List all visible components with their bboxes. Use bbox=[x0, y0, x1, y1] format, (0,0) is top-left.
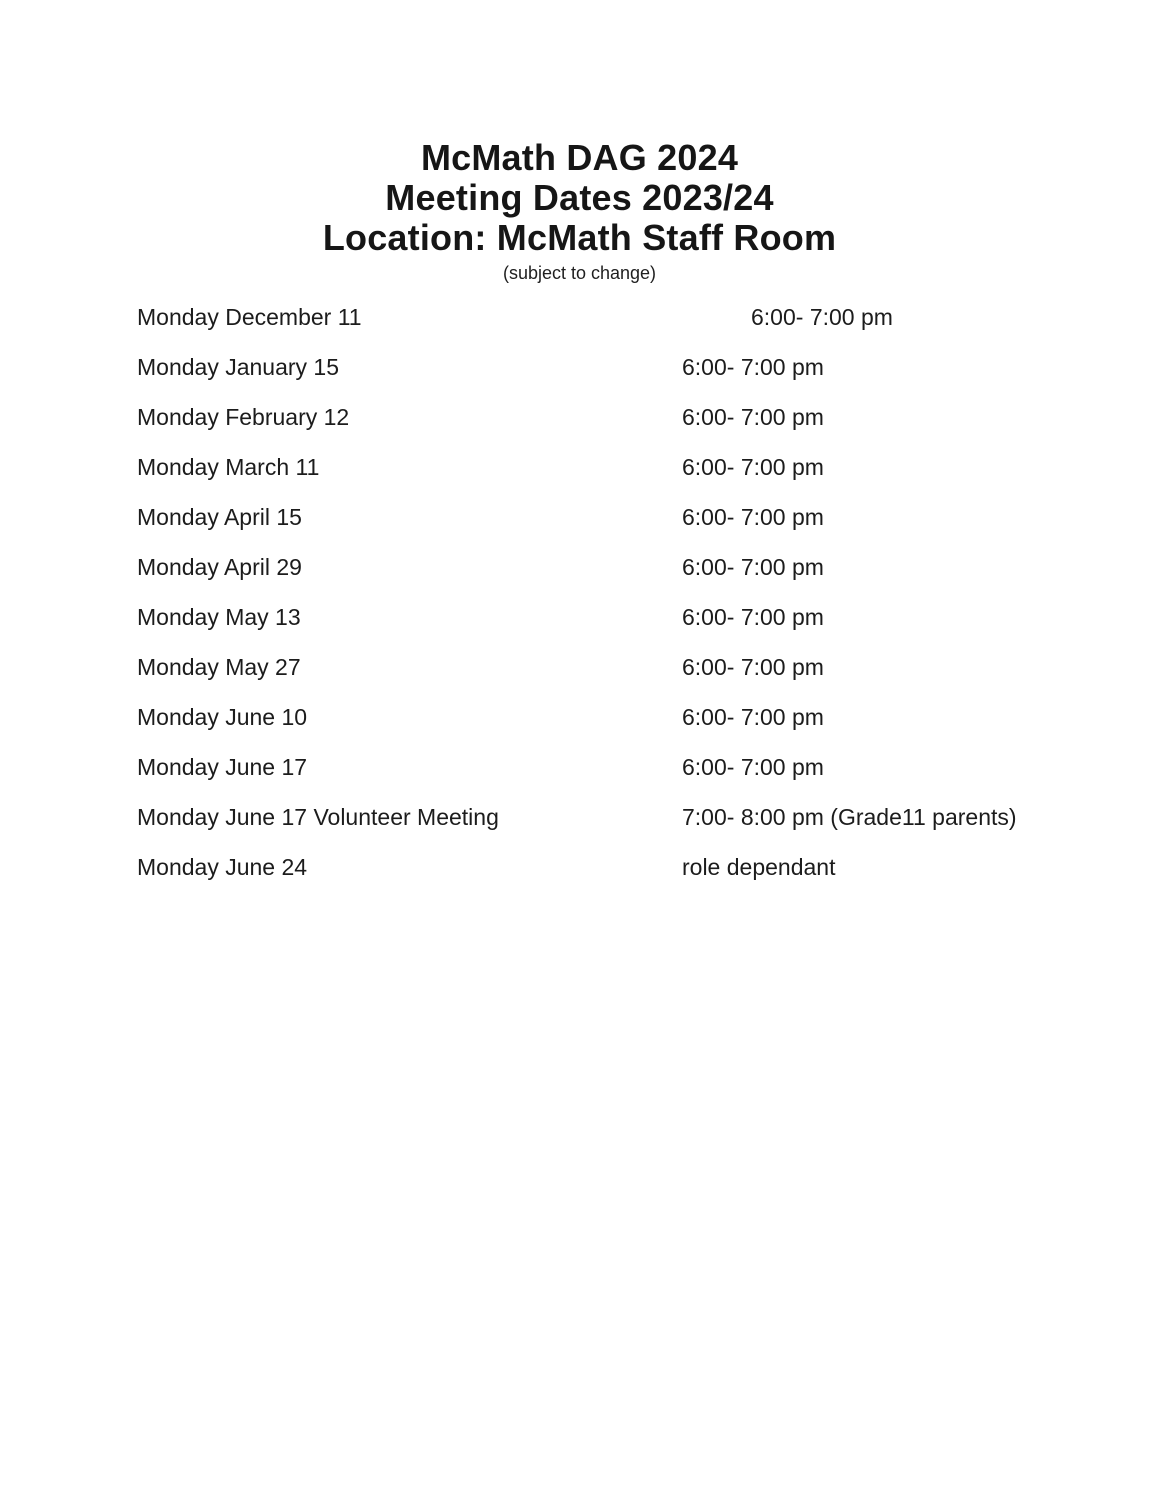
schedule-row bbox=[0, 804, 1159, 854]
row-date: Monday May 27 bbox=[137, 654, 301, 680]
row-date: Monday January 15 bbox=[137, 354, 340, 380]
row-time: 6:00- 7:00 pm bbox=[682, 504, 824, 530]
schedule-row bbox=[0, 504, 1159, 554]
row-date: Monday April 15 bbox=[137, 504, 302, 530]
schedule-row bbox=[0, 304, 1159, 354]
row-time: 6:00- 7:00 pm bbox=[682, 654, 824, 680]
row-date: Monday May 13 bbox=[137, 604, 301, 630]
schedule-row bbox=[0, 354, 1159, 404]
row-time: 6:00- 7:00 pm bbox=[682, 354, 824, 380]
row-date: Monday June 24 bbox=[137, 854, 308, 880]
row-time: 6:00- 7:00 pm bbox=[682, 454, 824, 480]
schedule-row bbox=[0, 754, 1159, 804]
row-date: Monday June 10 bbox=[137, 704, 308, 730]
subtitle-note: (subject to change) bbox=[502, 263, 657, 283]
row-time: 6:00- 7:00 pm bbox=[682, 704, 824, 730]
row-time: 6:00- 7:00 pm bbox=[682, 404, 824, 430]
page-title-line-2: Meeting Dates 2023/24 bbox=[385, 177, 774, 218]
row-date: Monday December 11 bbox=[137, 304, 362, 330]
page-title-line-3: Location: McMath Staff Room bbox=[322, 217, 837, 258]
schedule-row bbox=[0, 604, 1159, 654]
row-date: Monday June 17 bbox=[137, 754, 308, 780]
schedule-row bbox=[0, 404, 1159, 454]
page-title-line-1: McMath DAG 2024 bbox=[420, 137, 739, 178]
row-date: Monday June 17 Volunteer Meeting bbox=[137, 804, 499, 830]
row-time: 6:00- 7:00 pm bbox=[751, 304, 893, 330]
schedule-row bbox=[0, 854, 1159, 904]
row-time: 6:00- 7:00 pm bbox=[682, 604, 824, 630]
row-date: Monday March 11 bbox=[137, 454, 320, 480]
schedule-list bbox=[0, 304, 1159, 904]
row-time: role dependant bbox=[682, 854, 836, 880]
row-time: 6:00- 7:00 pm bbox=[682, 754, 824, 780]
schedule-row bbox=[0, 654, 1159, 704]
row-time: 6:00- 7:00 pm bbox=[682, 554, 824, 580]
schedule-row bbox=[0, 554, 1159, 604]
row-time: 7:00- 8:00 pm (Grade11 parents) bbox=[682, 804, 1017, 830]
row-date: Monday April 29 bbox=[137, 554, 302, 580]
schedule-row bbox=[0, 704, 1159, 754]
row-date: Monday February 12 bbox=[137, 404, 350, 430]
schedule-row bbox=[0, 454, 1159, 504]
title-block bbox=[0, 138, 1159, 284]
